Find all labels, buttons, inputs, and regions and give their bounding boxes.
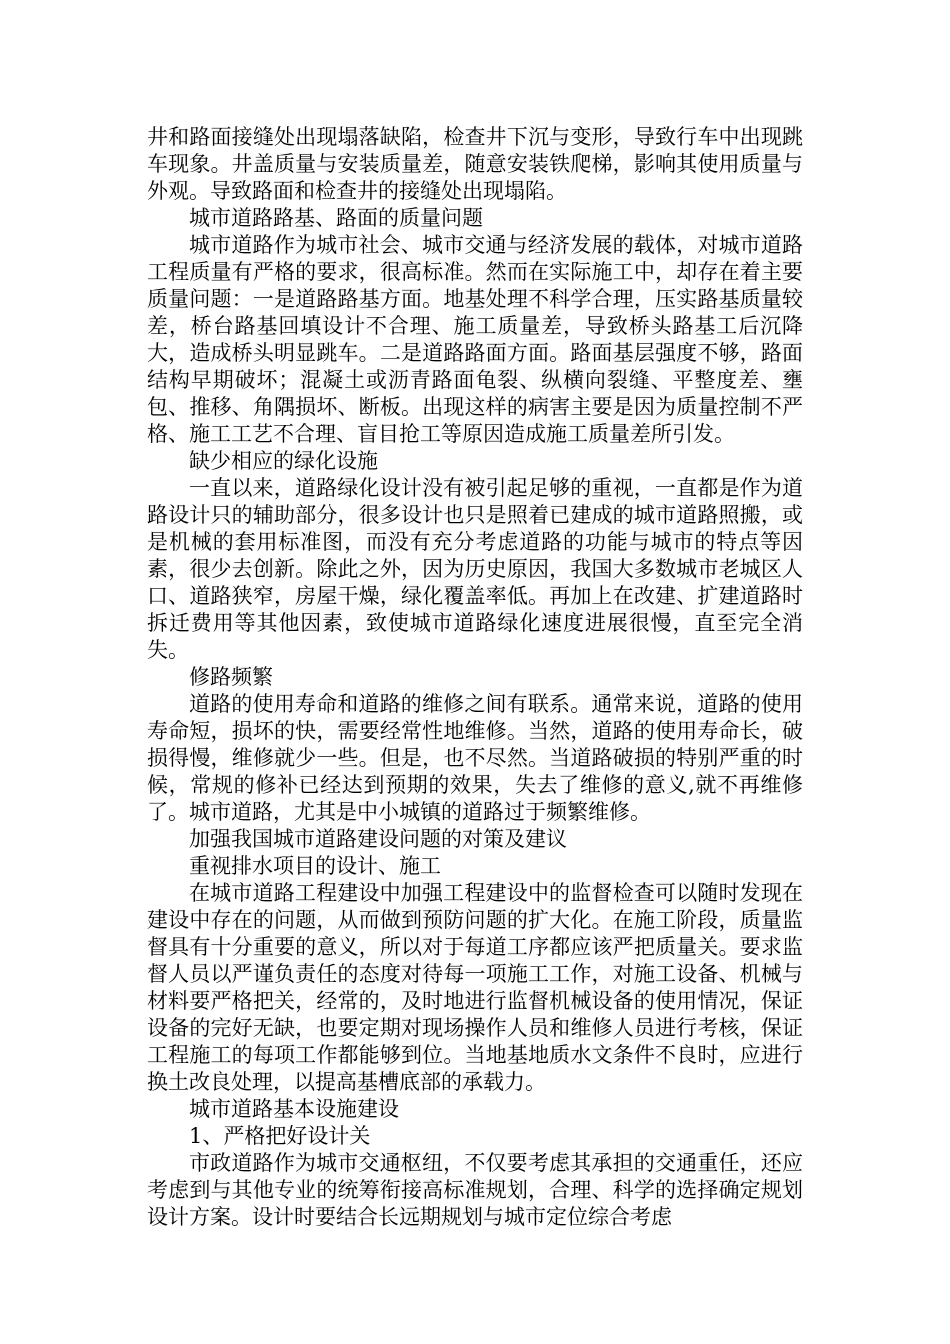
paragraph-design-control: 市政道路作为城市交通枢纽，不仅要考虑其承担的交通重任，还应考虑到与其他专业的统筹衔接高标准规划，合理、科学的选择确定规划设计方案。设计时要结合长远期规划与城市定位综合考虑 <box>147 1151 803 1229</box>
document-body <box>147 124 803 1231</box>
heading-design-control: 1、严格把好设计关 <box>189 1124 371 1148</box>
heading-countermeasures: 加强我国城市道路建设问题的对策及建议 <box>189 827 567 851</box>
paragraph-continued-manhole-defects: 井和路面接缝处出现塌落缺陷，检查井下沉与变形，导致行车中出现跳车现象。井盖质量与安装质量差，随意安装铁爬梯，影响其使用质量与外观。导致路面和检查井的接缝处出现塌陷。 <box>147 125 803 203</box>
heading-greening-facilities: 缺少相应的绿化设施 <box>189 449 378 473</box>
paragraph-drainage-design: 在城市道路工程建设中加强工程建设中的监督检查可以随时发现在建设中存在的问题，从而做到预防问题的扩大化。在施工阶段，质量监督具有十分重要的意义，所以对于每道工序都应该严把质量关。要求监督人员以严谨负责任的态度对待每一项施工工作，对施工设备、机械与材料要严格把关，经常的，及时地进行监督机械设备的使用情况，保证设备的完好无缺，也要定期对现场操作人员和维修人员进行考核，保证工程施工的每项工作都能够到位。当地基地质水文条件不良时，应进行换土改良处理，以提高基槽底部的承载力。 <box>147 881 803 1094</box>
paragraph-greening-facilities: 一直以来，道路绿化设计没有被引起足够的重视，一直都是作为道路设计只的辅助部分，很多设计也只是照着已建成的城市道路照搬，或是机械的套用标准图，而没有充分考虑道路的功能与城市的特点等因素，很少去创新。除此之外，因为历史原因，我国大多数城市老城区人口、道路狭窄，房屋干燥，绿化覆盖率低。再加上在改建、扩建道路时拆迁费用等其他因素，致使城市道路绿化速度进展很慢，直至完全消失。 <box>147 476 803 662</box>
heading-basic-facilities: 城市道路基本设施建设 <box>189 1097 399 1121</box>
heading-drainage-design: 重视排水项目的设计、施工 <box>189 854 441 878</box>
paragraph-frequent-repairs: 道路的使用寿命和道路的维修之间有联系。通常来说，道路的使用寿命短，损坏的快，需要经常性地维修。当然，道路的使用寿命长，破损得慢，维修就少一些。但是，也不尽然。当道路破损的特别严重的时候，常规的修补已经达到预期的效果，失去了维修的意义,就不再维修了。城市道路，尤其是中小城镇的道路过于频繁维修。 <box>147 692 803 824</box>
paragraph-roadbed-pavement-quality: 城市道路作为城市社会、城市交通与经济发展的载体，对城市道路工程质量有严格的要求，很高标准。然而在实际施工中，却存在着主要质量问题：一是道路路基方面。地基处理不科学合理，压实路基质量较差，桥台路基回填设计不合理、施工质量差，导致桥头路基工后沉降大，造成桥头明显跳车。二是道路路面方面。路面基层强度不够，路面结构早期破坏；混凝土或沥青路面龟裂、纵横向裂缝、平整度差、壅包、推移、角隅损坏、断板。出现这样的病害主要是因为质量控制不严格、施工工艺不合理、盲目抢工等原因造成施工质量差所引发。 <box>147 233 803 446</box>
heading-roadbed-pavement-quality: 城市道路路基、路面的质量问题 <box>189 206 483 230</box>
heading-frequent-repairs: 修路频繁 <box>189 665 273 689</box>
